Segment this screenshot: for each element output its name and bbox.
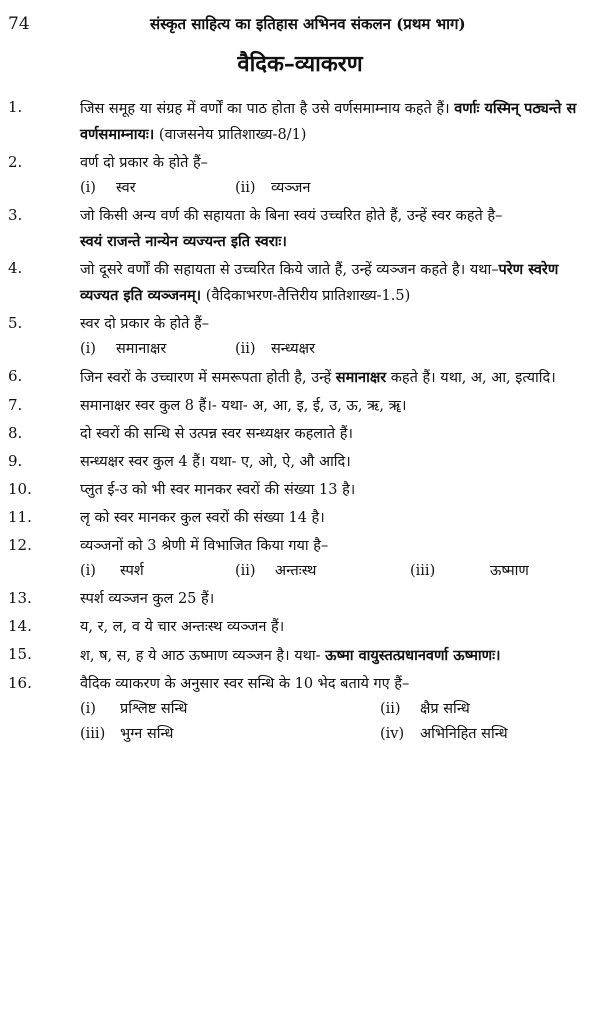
item-text (80, 257, 588, 309)
item-number: 13. (8, 589, 32, 607)
option-label: (i) (80, 701, 96, 717)
item-text-bold: समानाक्षर (335, 369, 387, 386)
chapter-title: वैदिक–व्याकरण (237, 51, 363, 77)
list-item (0, 312, 600, 362)
item-text (80, 672, 588, 697)
list-item (0, 422, 600, 447)
item-bold-line: स्वयं राजन्ते नान्येन व्यज्यन्त इति स्वराः। (80, 233, 287, 250)
numbered-list (0, 96, 600, 750)
item-text-plain: समानाक्षर स्वर कुल 8 हैं।- यथा- अ, आ, इ, ई, उ, ऊ, ऋ, ॠ। (80, 398, 407, 414)
option-text: भुग्न सन्धि (120, 726, 174, 742)
item-text-plain: वैदिक व्याकरण के अनुसार स्वर सन्धि के 10 भेद बताये गए हैं– (80, 676, 410, 692)
item-text-plain: श, ष, स, ह ये आठ ऊष्माण व्यञ्जन है। यथा- (80, 648, 326, 664)
item-number: 16. (8, 674, 32, 692)
item-text (80, 151, 588, 176)
item-text (80, 587, 588, 612)
list-item (0, 587, 600, 612)
list-item (0, 257, 600, 309)
option-label: (iii) (410, 563, 436, 579)
list-item (0, 96, 600, 148)
item-text-bold: ऊष्मा वायुस्तत्प्रधानवर्णा ऊष्माणः। (325, 647, 501, 664)
item-text (80, 365, 588, 391)
item-number: 9. (8, 452, 23, 470)
option-label: (iv) (380, 726, 405, 742)
option-text: अभिनिहित सन्धि (420, 726, 508, 742)
option (235, 559, 410, 584)
item-text-plain: जिन स्वरों के उच्चारण में समरूपता होती है, उन्हें (80, 370, 336, 386)
option (80, 559, 235, 584)
item-text-after: कहते हैं। यथा, अ, आ, इत्यादि। (386, 370, 556, 386)
option-label: (i) (80, 341, 96, 357)
option (235, 337, 435, 362)
list-item (0, 534, 600, 584)
item-number: 3. (8, 206, 23, 224)
item-number: 11. (8, 508, 32, 526)
list-item (0, 394, 600, 419)
list-item (0, 672, 600, 747)
option-label: (ii) (235, 180, 256, 196)
list-item (0, 478, 600, 503)
option (380, 697, 580, 722)
option (80, 722, 380, 747)
item-number: 10. (8, 480, 32, 498)
item-text (80, 422, 588, 447)
option-text: व्यञ्जन (271, 180, 311, 196)
item-text (80, 204, 588, 229)
item-text-plain: स्पर्श व्यञ्जन कुल 25 हैं। (80, 591, 215, 607)
list-item (0, 643, 600, 669)
item-text-plain: व्यञ्जनों को 3 श्रेणी में विभाजित किया गया है– (80, 538, 329, 554)
item-number: 6. (8, 367, 23, 385)
list-item (0, 151, 600, 201)
item-text (80, 450, 588, 475)
item-number: 2. (8, 153, 23, 171)
option-text: स्पर्श (120, 563, 144, 579)
option-text: प्रश्लिष्ट सन्धि (120, 701, 188, 717)
option-row (80, 337, 588, 362)
item-number: 8. (8, 424, 23, 442)
item-text (80, 312, 588, 337)
item-text-after: (वैदिकाभरण-तैत्तिरीय प्रातिशाख्य-1.5) (201, 288, 411, 304)
option-label: (i) (80, 180, 96, 196)
option-row (80, 176, 588, 201)
item-text-plain: दो स्वरों की सन्धि से उत्पन्न स्वर सन्ध्यक्षर कहलाते हैं। (80, 426, 353, 442)
option-row (80, 722, 588, 747)
item-text-plain: जिस समूह या संग्रह में वर्णों का पाठ होता है उसे वर्णसमाम्नाय कहते हैं। (80, 101, 455, 117)
option-label: (ii) (380, 701, 401, 717)
item-text-plain: जो किसी अन्य वर्ण की सहायता के बिना स्वयं उच्चरित होते हैं, उन्हें स्वर कहते है– (80, 208, 503, 224)
option-text: ऊष्माण (490, 563, 529, 579)
item-text-plain: जो दूसरे वर्णों की सहायता से उच्चरित किये जाते हैं, उन्हें व्यञ्जन कहते है। यथा– (80, 262, 499, 278)
item-text (80, 534, 588, 559)
option-text: अन्तःस्थ (275, 563, 317, 579)
item-text (80, 96, 588, 148)
option-row (80, 697, 588, 722)
item-number: 14. (8, 617, 32, 635)
page-header (0, 10, 600, 40)
list-item (0, 506, 600, 531)
item-text-plain: स्वर दो प्रकार के होते हैं– (80, 316, 210, 332)
running-title: संस्कृत साहित्य का इतिहास अभिनव संकलन (प्रथम भाग) (150, 15, 466, 33)
item-text (80, 615, 588, 640)
page-number: 74 (8, 14, 30, 34)
option-text: सन्ध्यक्षर (271, 341, 316, 357)
option (235, 176, 435, 201)
list-item (0, 204, 600, 254)
option (380, 722, 580, 747)
item-number: 1. (8, 98, 23, 116)
option-label: (ii) (235, 563, 256, 579)
item-text-after: (वाजसनेय प्रातिशाख्य-8/1) (154, 127, 307, 143)
option-text: स्वर (116, 180, 136, 196)
item-text-plain: य, र, ल, व ये चार अन्तःस्थ व्यञ्जन हैं। (80, 619, 285, 635)
item-number: 15. (8, 645, 32, 663)
option-text: क्षैप्र सन्धि (420, 701, 470, 717)
item-text-bold: परेण स्वरेण व्यज्यत इति व्यञ्जनम्। (80, 261, 559, 304)
option-label: (iii) (80, 726, 106, 742)
option-label: (i) (80, 563, 96, 579)
item-text-plain: सन्ध्यक्षर स्वर कुल 4 हैं। यथा- ए, ओ, ऐ, औ आदि। (80, 454, 351, 470)
item-number: 5. (8, 314, 23, 332)
item-text (80, 394, 588, 419)
item-number: 7. (8, 396, 23, 414)
list-item (0, 450, 600, 475)
item-text-plain: प्लुत ई-उ को भी स्वर मानकर स्वरों की संख्या 13 है। (80, 482, 356, 498)
item-text-bold: वर्णाः यस्मिन् पठ्यन्ते स वर्णसमाम्नायः। (80, 100, 577, 143)
option-label: (ii) (235, 341, 256, 357)
option (410, 559, 560, 584)
option (80, 697, 380, 722)
item-text (80, 506, 588, 531)
item-text (80, 478, 588, 503)
option-row (80, 559, 588, 584)
item-number: 4. (8, 259, 23, 277)
item-text-plain: वर्ण दो प्रकार के होते हैं– (80, 155, 208, 171)
option (80, 337, 235, 362)
item-text-plain: लृ को स्वर मानकर कुल स्वरों की संख्या 14 है। (80, 510, 325, 526)
option (80, 176, 235, 201)
option-text: समानाक्षर (116, 341, 167, 357)
list-item (0, 365, 600, 391)
item-text (80, 643, 588, 669)
item-number: 12. (8, 536, 32, 554)
list-item (0, 615, 600, 640)
